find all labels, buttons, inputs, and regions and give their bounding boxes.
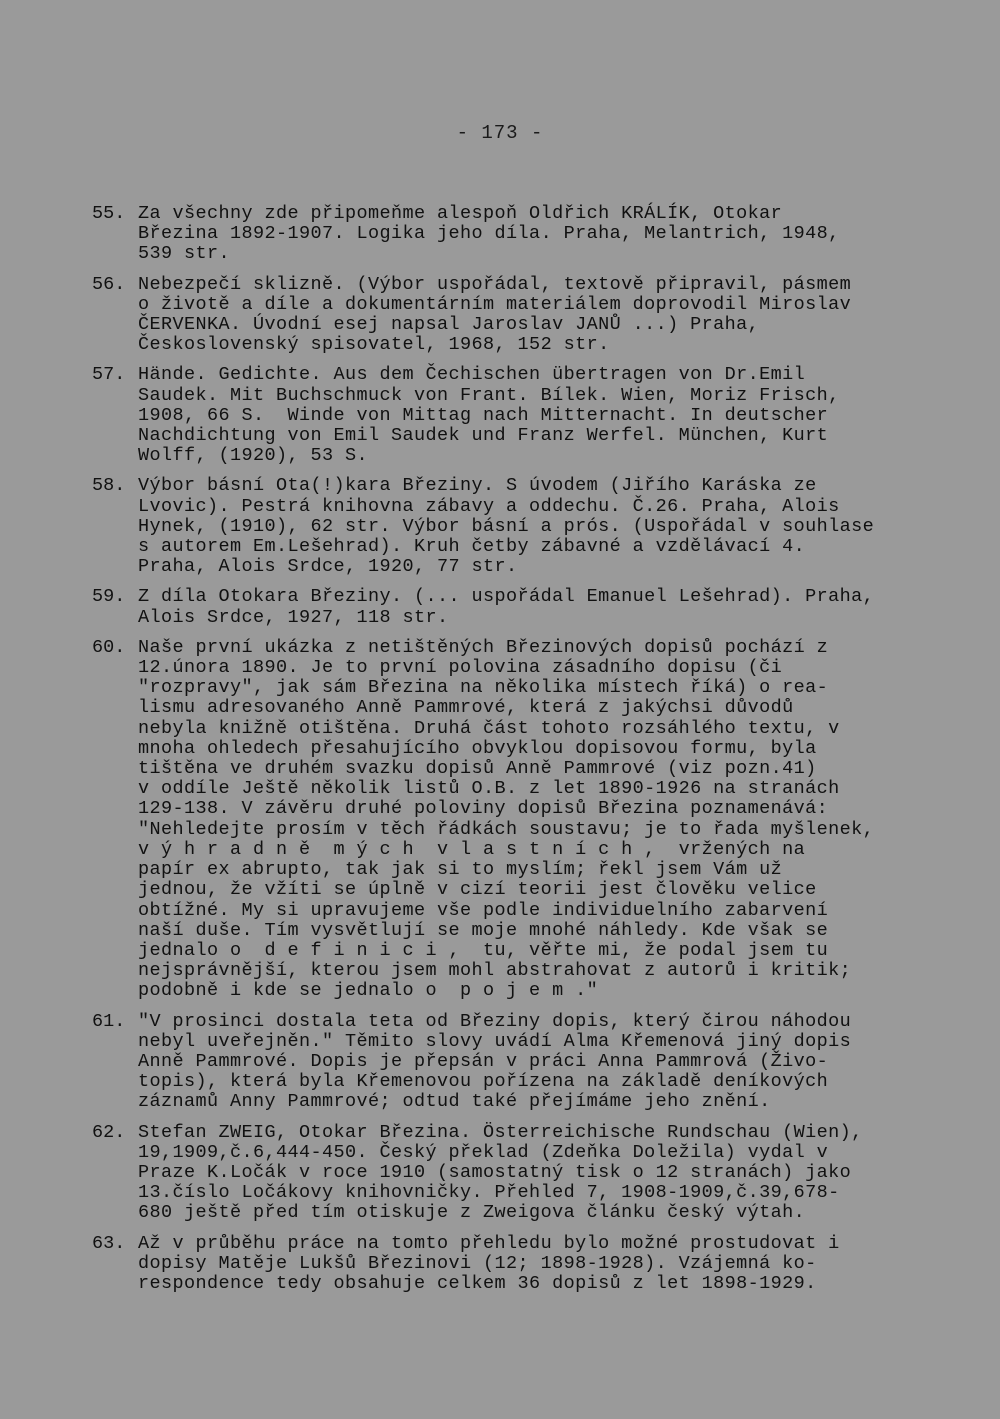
endnote-text xyxy=(138,1012,932,1113)
endnote xyxy=(92,1012,932,1113)
endnote-text xyxy=(138,365,932,466)
endnote xyxy=(92,476,932,577)
text-line: tištěna ve druhém svazku dopisů Anně Pammrové (viz pozn.41) xyxy=(138,758,817,780)
text-line: naší duše. Tím vysvětlují se moje mnohé náhledy. Kde však se xyxy=(138,919,829,941)
text-line: záznamů Anny Pammrové; odtud také přejímáme jeho znění. xyxy=(138,1091,771,1113)
text-line: Anně Pammrové. Dopis je přepsán v práci Anna Pammrová (Živo- xyxy=(138,1050,829,1072)
page-number: - 173 - xyxy=(456,122,544,144)
text-line: jednou, že vžíti se úplně v cizí teorii jest člověku velice xyxy=(138,879,817,901)
text-line: Nachdichtung von Emil Saudek und Franz Werfel. München, Kurt xyxy=(138,425,829,447)
endnote-number: 58. xyxy=(92,475,126,497)
text-line: v ý h r a d n ě m ý c h v l a s t n í c h , vržených na xyxy=(138,838,806,860)
endnote-number: 57. xyxy=(92,364,126,386)
endnote xyxy=(92,365,932,466)
text-line: v oddíle Ještě několik listů O.B. z let 1890-1926 na stranách xyxy=(138,778,840,800)
endnote-text xyxy=(138,275,932,356)
text-line: Praha, Alois Srdce, 1920, 77 str. xyxy=(138,556,518,578)
text-line: s autorem Em.Lešehrad). Kruh četby zábavné a vzdělávací 4. xyxy=(138,536,806,558)
text-line: nebyl uveřejněn." Těmito slovy uvádí Alma Křemenová jiný dopis xyxy=(138,1030,852,1052)
text-line: dopisy Matěje Lukšů Březinovi (12; 1898-1928). Vzájemná ko- xyxy=(138,1252,817,1274)
endnote xyxy=(92,1234,932,1295)
endnote-text xyxy=(138,1234,932,1295)
text-line: nejsprávnější, kterou jsem mohl abstrahovat z autorů i kritik; xyxy=(138,960,852,982)
text-line: 12.února 1890. Je to první polovina zásadního dopisu (či xyxy=(138,657,783,679)
text-line: Alois Srdce, 1927, 118 str. xyxy=(138,606,449,628)
text-line: Hynek, (1910), 62 str. Výbor básní a prós. (Uspořádal v souhlase xyxy=(138,515,875,537)
text-line: 13.číslo Ločákovy knihovničky. Přehled 7, 1908-1909,č.39,678- xyxy=(138,1182,840,1204)
text-line: Stefan ZWEIG, Otokar Březina. Österreichische Rundschau (Wien), xyxy=(138,1121,863,1143)
text-line: 680 ještě před tím otiskuje z Zweigova článku český výtah. xyxy=(138,1202,806,1224)
text-line: Nebezpečí sklizně. (Výbor uspořádal, textově připravil, pásmem xyxy=(138,273,852,295)
endnote-number: 59. xyxy=(92,586,126,608)
text-line: o životě a díle a dokumentárním materiálem doprovodil Miroslav xyxy=(138,293,852,315)
endnote-number: 61. xyxy=(92,1010,126,1032)
text-line: Československý spisovatel, 1968, 152 str. xyxy=(138,334,610,356)
endnote-text xyxy=(138,638,932,1002)
text-line: Výbor básní Ota(!)kara Březiny. S úvodem (Jiřího Karáska ze xyxy=(138,475,817,497)
text-line: Březina 1892-1907. Logika jeho díla. Praha, Melantrich, 1948, xyxy=(138,223,840,245)
text-line: Praze K.Ločák v roce 1910 (samostatný tisk o 12 stranách) jako xyxy=(138,1161,852,1183)
text-line: mnoha ohledech přesahujícího obvyklou dopisovou formu, byla xyxy=(138,737,817,759)
endnote-number: 62. xyxy=(92,1121,126,1143)
text-line: "Nehledejte prosím v těch řádkách soustavu; je to řada myšlenek, xyxy=(138,818,875,840)
text-line: jednalo o d e f i n i c i , tu, věřte mi, že podal jsem tu xyxy=(138,939,829,961)
endnotes-list xyxy=(92,204,932,1304)
text-line: Za všechny zde připomeňme alespoň Oldřich KRÁLÍK, Otokar xyxy=(138,203,783,224)
text-line: Až v průběhu práce na tomto přehledu bylo možné prostudovat i xyxy=(138,1232,840,1254)
endnote-number: 63. xyxy=(92,1232,126,1254)
text-line: topis), která byla Křemenovou pořízena na základě deníkových xyxy=(138,1071,829,1093)
text-line: ČERVENKA. Úvodní esej napsal Jaroslav JANŮ ...) Praha, xyxy=(138,314,760,336)
endnote-text xyxy=(138,587,932,627)
text-line: Lvovic). Pestrá knihovna zábavy a oddechu. Č.26. Praha, Alois xyxy=(138,495,840,517)
text-line: Hände. Gedichte. Aus dem Čechischen übertragen von Dr.Emil xyxy=(138,364,806,386)
endnote-number: 56. xyxy=(92,273,126,295)
text-line: 129-138. V závěru druhé poloviny dopisů Březina poznamenává: xyxy=(138,798,829,820)
endnote-number: 55. xyxy=(92,203,126,224)
endnote xyxy=(92,204,932,265)
endnote-text xyxy=(138,204,932,265)
text-line: 1908, 66 S. Winde von Mittag nach Mitternacht. In deutscher xyxy=(138,404,829,426)
text-line: respondence tedy obsahuje celkem 36 dopisů z let 1898-1929. xyxy=(138,1272,817,1294)
text-line: Z díla Otokara Březiny. (... uspořádal Emanuel Lešehrad). Praha, xyxy=(138,586,875,608)
text-line: 19,1909,č.6,444-450. Český překlad (Zdeňka Doležila) vydal v xyxy=(138,1141,829,1163)
endnote xyxy=(92,587,932,627)
endnote-text xyxy=(138,1123,932,1224)
endnote xyxy=(92,638,932,1002)
text-line: papír ex abrupto, tak jak si to myslím; řekl jsem Vám už xyxy=(138,859,783,881)
text-line: obtížné. My si upravujeme vše podle individuelního zabarvení xyxy=(138,899,829,921)
text-line: "V prosinci dostala teta od Březiny dopis, který čirou náhodou xyxy=(138,1010,852,1032)
text-line: Wolff, (1920), 53 S. xyxy=(138,445,369,467)
text-line: nebyla knižně otištěna. Druhá část tohoto rozsáhlého textu, v xyxy=(138,717,840,739)
endnote-number: 60. xyxy=(92,636,126,658)
endnote xyxy=(92,1123,932,1224)
endnote xyxy=(92,275,932,356)
text-line: 539 str. xyxy=(138,243,231,265)
text-line: Naše první ukázka z netištěných Březinových dopisů pochází z xyxy=(138,636,829,658)
endnote-text xyxy=(138,476,932,577)
text-line: lismu adresovaného Anně Pammrové, která z jakýchsi důvodů xyxy=(138,697,794,719)
text-line: podobně i kde se jednalo o p o j e m ." xyxy=(138,980,599,1002)
text-line: "rozpravy", jak sám Březina na několika místech říká) o rea- xyxy=(138,677,829,699)
text-line: Saudek. Mit Buchschmuck von Frant. Bílek. Wien, Moriz Frisch, xyxy=(138,384,840,406)
